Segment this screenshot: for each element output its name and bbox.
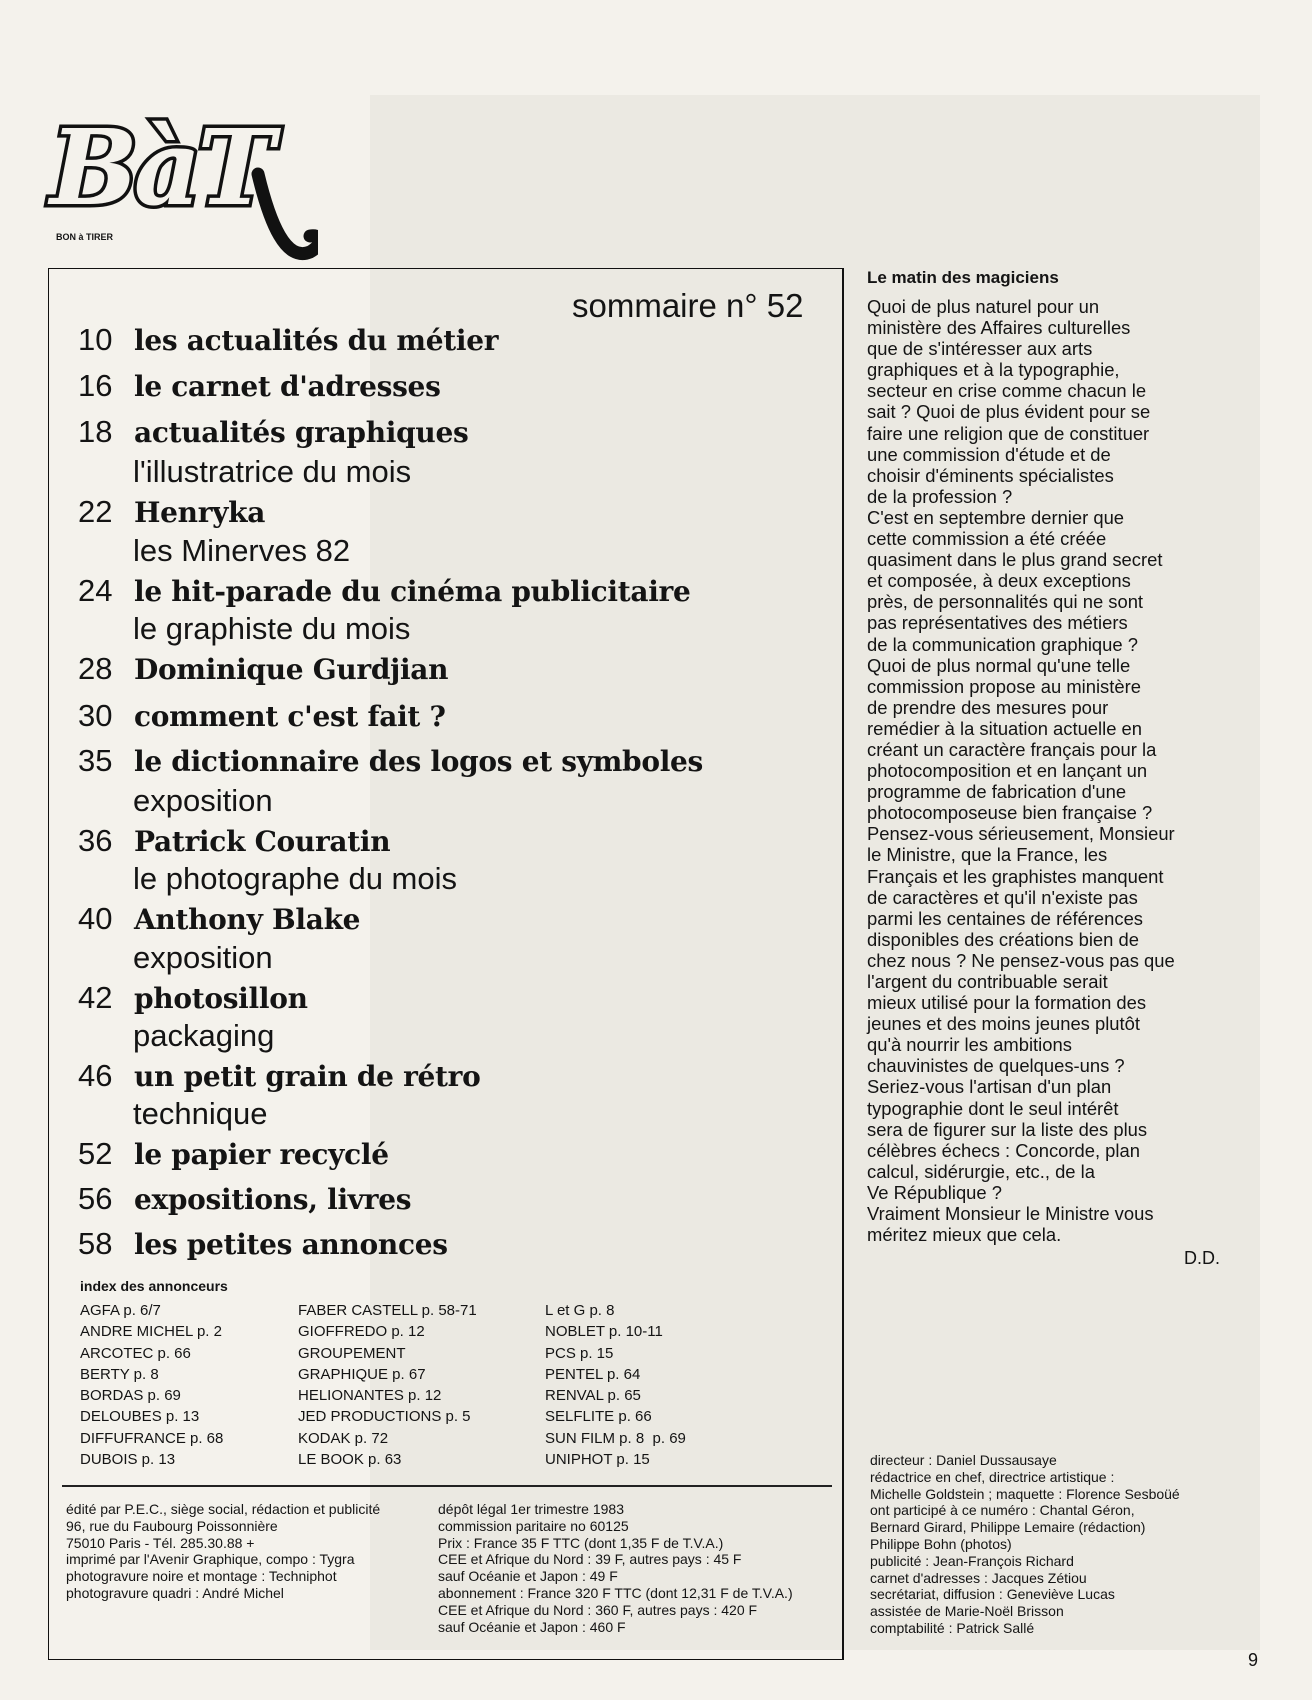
bat-logo [48, 106, 318, 284]
toc-kicker: exposition [133, 783, 273, 818]
legal-and-pricing: dépôt légal 1er trimestre 1983 commission paritaire no 60125 Prix : France 35 F TTC (dont 1,35 F de T.V.A.) CEE et Afrique du Nord : 39 F, autres pays : 45 F sauf Océanie et Japon : 49 F abonnement : France 320 F TTC (dont 12,31 F de T.V.A.) CEE et Afrique du Nord : 360 F, autres pays : 420 F sauf Océanie et Japon : 460 F [438, 1501, 793, 1635]
toc-page-number: 10 [78, 322, 113, 357]
toc-page-number: 35 [78, 743, 113, 778]
toc-title: actualités graphiques [134, 416, 469, 449]
toc-page-number: 36 [78, 823, 113, 858]
toc-title: les petites annonces [134, 1228, 448, 1261]
toc-kicker: le graphiste du mois [133, 611, 411, 646]
toc-title: Patrick Couratin [134, 825, 391, 858]
toc-page-number: 18 [78, 414, 113, 449]
advertiser-index-heading: index des annonceurs [80, 1278, 228, 1294]
toc-title: le papier recyclé [134, 1138, 389, 1171]
toc-page-number: 40 [78, 901, 113, 936]
toc-title: le hit-parade du cinéma publicitaire [134, 575, 691, 608]
toc-title: Dominique Gurdjian [134, 653, 449, 686]
advertiser-column-3: L et G p. 8 NOBLET p. 10-11 PCS p. 15 PENTEL p. 64 RENVAL p. 65 SELFLITE p. 66 SUN FILM p. 8 p. 69 UNIPHOT p. 15 [545, 1302, 686, 1469]
editorial-body: Quoi de plus naturel pour un ministère des Affaires culturelles que de s'intéresser aux arts graphiques et à la typographie, secteur en crise comme chacun le sait ? Quoi de plus évident pour se faire une religion que de constituer une commission d'étude et de choisir d'éminents spécialistes de la profession ? C'est en septembre dernier que cette commission a été créée quasiment dans le plus grand secret et composée, à deux exceptions près, de personnalités qui ne sont pas représentatives des métiers de la communication graphique ? Quoi de plus normal qu'une telle commission propose au ministère de prendre des mesures pour remédier à la situation actuelle en créant un caractère français pour la photocomposition et en lançant un programme de fabrication d'une photocomposeuse bien française ? Pensez-vous sérieusement, Monsieur le Ministre, que la France, les Français et les graphistes manquent de caractères et qu'il n'existe pas parmi les centaines de références disponibles des créations bien de chez nous ? Ne pensez-vous pas que l'argent du contribuable serait mieux utilisé pour la formation des jeunes et des moins jeunes plutôt qu'à nourrir les ambitions chauvinistes de quelques-uns ? Seriez-vous l'artisan d'un plan typographie dont le seul intérêt sera de figurer sur la liste des plus célèbres échecs : Concorde, plan calcul, sidérurgie, etc., de la Ve République ? Vraiment Monsieur le Ministre vous méritez mieux que cela. [867, 296, 1175, 1246]
toc-page-number: 24 [78, 573, 113, 608]
toc-page-number: 42 [78, 980, 113, 1015]
toc-title: expositions, livres [134, 1183, 412, 1216]
toc-page-number: 22 [78, 494, 113, 529]
toc-page-number: 16 [78, 368, 113, 403]
toc-title: le dictionnaire des logos et symboles [134, 745, 704, 778]
publisher-credits: édité par P.E.C., siège social, rédaction et publicité 96, rue du Faubourg Poissonnière 75010 Paris - Tél. 285.30.88 + imprimé par l'Avenir Graphique, compo : Tygra photogravure noire et montage : Techniphot photogravure quadri : André Michel [66, 1501, 381, 1601]
toc-page-number: 28 [78, 651, 113, 686]
toc-title: le carnet d'adresses [134, 370, 441, 403]
toc-kicker: le photographe du mois [133, 861, 458, 896]
toc-kicker: l'illustratrice du mois [133, 454, 412, 489]
logo-tagline: BON à TIRER [56, 232, 114, 242]
advertiser-column-1: AGFA p. 6/7 ANDRE MICHEL p. 2 ARCOTEC p. 66 BERTY p. 8 BORDAS p. 69 DELOUBES p. 13 DIFFUFRANCE p. 68 DUBOIS p. 13 [80, 1302, 224, 1469]
toc-title: comment c'est fait ? [134, 700, 446, 733]
toc-title: photosillon [134, 982, 308, 1015]
toc-page-number: 58 [78, 1226, 113, 1261]
logo-wordmark: BàT [50, 106, 271, 229]
editorial-signature: D.D. [1184, 1248, 1220, 1268]
toc-page-number: 30 [78, 698, 113, 733]
credits-divider [62, 1485, 832, 1487]
toc-title: Henryka [134, 496, 266, 529]
toc-kicker: exposition [133, 940, 273, 975]
toc-page-number: 52 [78, 1136, 113, 1171]
staff-credits: directeur : Daniel Dussausaye rédactrice en chef, directrice artistique : Michelle Goldstein ; maquette : Florence Sesboüé ont participé à ce numéro : Chantal Géron, Bernard Girard, Philippe Lemaire (rédaction) Philippe Bohn (photos) publicité : Jean-François Richard carnet d'adresses : Jacques Zétiou secrétariat, diffusion : Geneviève Lucas assistée de Marie-Noël Brisson comptabilité : Patrick Sallé [870, 1452, 1180, 1636]
toc-title: Anthony Blake [134, 903, 361, 936]
page-number: 9 [1248, 1650, 1259, 1670]
toc-kicker: les Minerves 82 [133, 533, 351, 568]
toc-page-number: 46 [78, 1058, 113, 1093]
toc-title: un petit grain de rétro [134, 1060, 481, 1093]
toc-kicker: packaging [133, 1018, 275, 1053]
toc-kicker: technique [133, 1096, 268, 1131]
editorial-title: Le matin des magiciens [867, 268, 1059, 287]
advertiser-column-2: FABER CASTELL p. 58-71 GIOFFREDO p. 12 GROUPEMENT GRAPHIQUE p. 67 HELIONANTES p. 12 JED PRODUCTIONS p. 5 KODAK p. 72 LE BOOK p. 63 [298, 1302, 477, 1469]
issue-title: sommaire n° 52 [572, 287, 804, 324]
toc-title: les actualités du métier [134, 324, 499, 357]
toc-page-number: 56 [78, 1181, 113, 1216]
